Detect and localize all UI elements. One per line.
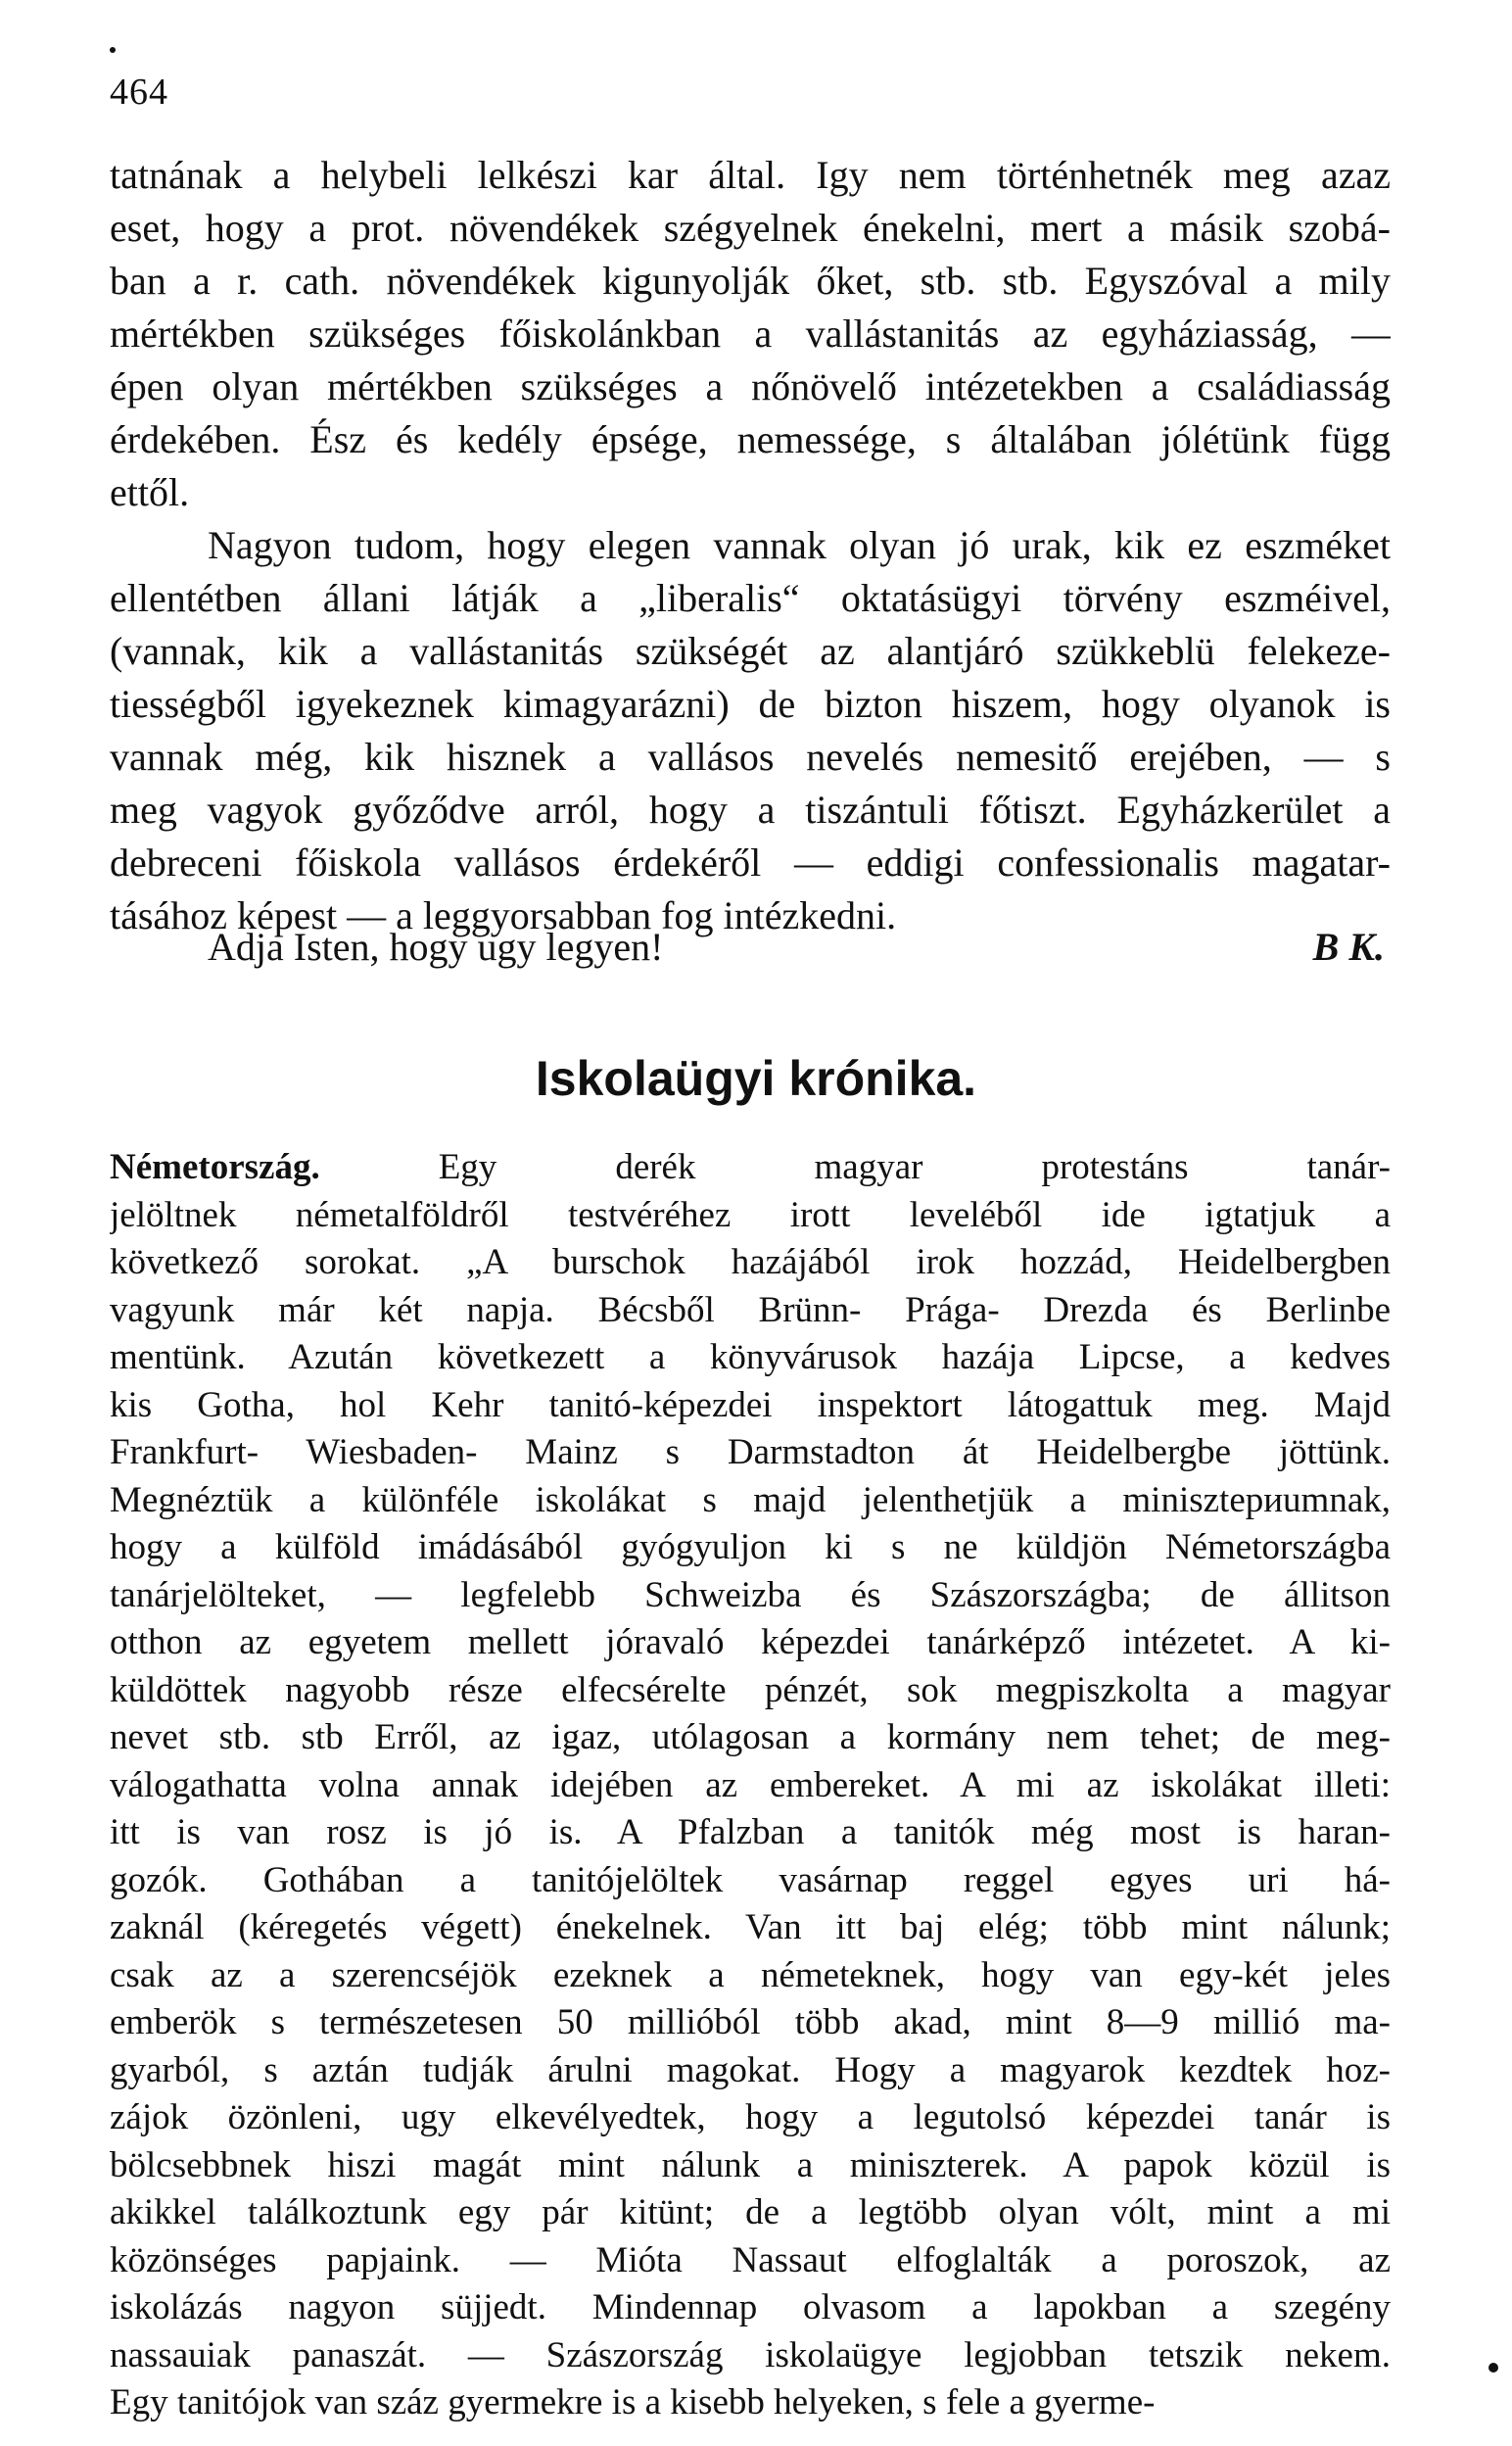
text-line: nevet stb. stb Erről, az igaz, utólagosan a kormány nem tehet; de meg- — [110, 1717, 1391, 1757]
first-line-rest: Egy derék magyar protestáns tanár- — [319, 1147, 1391, 1187]
text-line: mentünk. Azután következett a könyvárusok hazája Lipcse, a kedves — [110, 1337, 1391, 1377]
text-line: gozók. Gothában a tanitójelöltek vasárnap reggel egyes uri há- — [110, 1859, 1391, 1900]
chronicle-body — [110, 1144, 1391, 2427]
paragraph-1 — [110, 149, 1391, 519]
text-line: közönséges papjaink. — Mióta Nassaut elfoglalták a poroszok, az — [110, 2239, 1391, 2280]
text-line: kis Gotha, hol Kehr tanitó-képezdei inspektort látogattuk meg. Majd — [110, 1384, 1391, 1425]
text-line: tásához képest — a leggyorsabban fog intézkedni. — [110, 893, 897, 937]
text-line: zájok özönleni, ugy elkevélyedtek, hogy a legutolsó képezdei tanár is — [110, 2097, 1391, 2137]
text-line: küldöttek nagyobb része elfecsérelte pénzét, sok megpiszkolta a magyar — [110, 1669, 1391, 1710]
text-line: gyarból, s aztán tudják árulni magokat. Hogy a magyarok kezdtek hoz- — [110, 2049, 1391, 2090]
text-line: vagyunk már két napja. Bécsből Brünn- Prága- Drezda és Berlinbe — [110, 1289, 1391, 1330]
text-line: ettől. — [110, 470, 190, 514]
text-line: bölcsebbnek hiszi magát mint nálunk a miniszterek. A papok közül is — [110, 2144, 1391, 2185]
text-line: ban a r. cath. növendékek kigunyolják őket, stb. stb. Egyszóval a mily — [110, 259, 1391, 303]
text-line: tiességből igyekeznek kimagyarázni) de bizton hiszem, hogy olyanok is — [110, 682, 1391, 726]
text-line: tanárjelölteket, — legfelebb Schweizba és Szászországba; de állitson — [110, 1574, 1391, 1615]
text-line: nassauiak panaszát. — Szászország iskolaügye legjobban tetszik nekem. — [110, 2334, 1391, 2375]
text-line: következő sorokat. „A burschok hazájából irok hozzád, Heidelbergben — [110, 1242, 1391, 1282]
text-line: érdekében. Ész és kedély épsége, nemessége, s általában jólétünk függ — [110, 417, 1391, 461]
section-title: Iskolaügyi krónika. — [535, 1051, 977, 1106]
ink-dot — [110, 47, 116, 53]
text-line: jelöltnek németalföldről testvéréhez irott leveléből ide igtatjuk a — [110, 1194, 1391, 1235]
text-line: Egy tanitójok van száz gyermekre is a kisebb helyeken, s fele a gyerme- — [110, 2382, 1156, 2422]
text-line: vannak még, kik hisznek a vallásos nevelés nemesitő erejében, — s — [110, 735, 1391, 779]
text-line: itt is van rosz is jó is. A Pfalzban a tanitók még most is haran- — [110, 1812, 1391, 1852]
text-line: zaknál (kéregetés végett) énekelnek. Van itt baj elég; több mint nálunk; — [110, 1907, 1391, 1947]
text-line: meg vagyok győződve arról, hogy a tiszántuli főtiszt. Egyházkerület a — [110, 788, 1391, 832]
closing-text: Adja Isten, hogy ugy legyen! — [208, 925, 664, 969]
chronicle-first-line — [110, 1144, 1391, 1192]
text-line: Nagyon tudom, hogy elegen vannak olyan jó urak, kik ez eszméket — [208, 523, 1391, 567]
text-line: mértékben szükséges főiskolánkban a vallástanitás az egyháziasság, — — [110, 312, 1391, 356]
signature: B K. — [1312, 925, 1385, 969]
text-line: épen olyan mértékben szükséges a nőnövelő intézetekben a családiasság — [110, 364, 1391, 408]
text-line: válogathatta volna annak idejében az embereket. A mi az iskolákat illeti: — [110, 1764, 1391, 1805]
text-line: debreceni főiskola vallásos érdekéről — eddigi confessionalis magatar- — [110, 840, 1391, 885]
lead-word: Németország. — [110, 1147, 320, 1187]
text-line: ellentétben állani látják a „liberalis“ oktatásügyi törvény eszméivel, — [110, 576, 1391, 620]
text-line: Frankfurt- Wiesbaden- Mainz s Darmstadton át Heidelbergbe jöttünk. — [110, 1432, 1391, 1472]
text-line: iskolázás nagyon süjjedt. Mindennap olvasom a lapokban a szegény — [110, 2287, 1391, 2327]
text-line: tatnának a helybeli lelkészi kar által. Igy nem történhetnék meg azaz — [110, 153, 1391, 197]
text-line: hogy a külföld imádásából gyógyuljon ki s ne küldjön Németországba — [110, 1527, 1391, 1567]
text-line: akikkel találkoztunk egy pár kitünt; de a legtöbb olyan vólt, mint a mi — [110, 2192, 1391, 2232]
edge-mark — [1488, 2363, 1498, 2373]
closing-line — [208, 921, 1391, 974]
page-number: 464 — [110, 72, 168, 113]
text-line: otthon az egyetem mellett jóravaló képezdei tanárképző intézetet. A ki- — [110, 1622, 1391, 1662]
text-line: eset, hogy a prot. növendékek szégyelnek énekelni, mert a másik szobá- — [110, 206, 1391, 250]
text-line: emberök s természetesen 50 millióból több akad, mint 8—9 millió ma- — [110, 2002, 1391, 2042]
paragraph-2 — [110, 519, 1391, 942]
text-line: csak az a szerencséjök ezeknek a németeknek, hogy van egy-két jeles — [110, 1954, 1391, 1995]
text-line: (vannak, kik a vallástanitás szükségét az alantjáró szükkeblü felekeze- — [110, 629, 1391, 673]
text-line: Megnéztük a különféle iskolákat s majd jelenthetjük a minisztериumnak, — [110, 1479, 1391, 1520]
